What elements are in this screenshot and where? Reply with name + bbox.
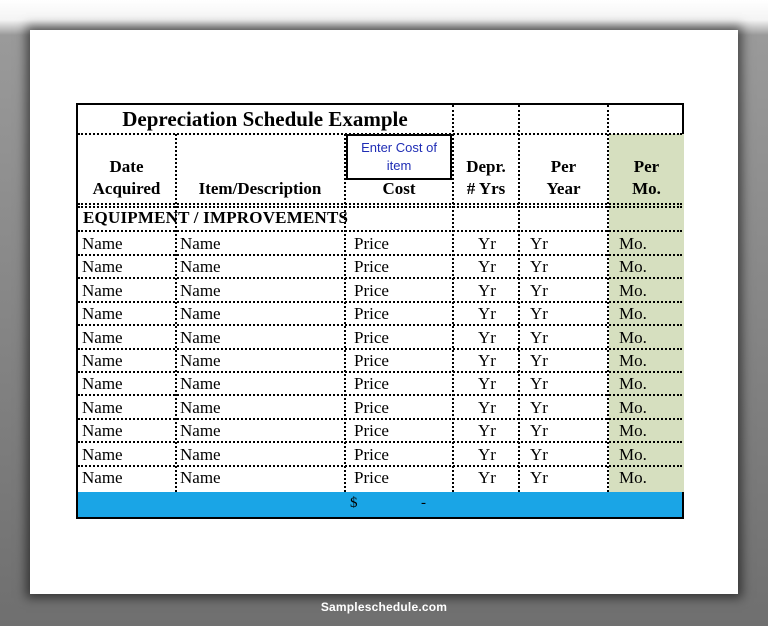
total-value: -	[421, 495, 426, 511]
cell-date: Name	[82, 374, 123, 394]
cell-date: Name	[82, 351, 123, 370]
cell-per-month: Mo.	[619, 468, 647, 487]
table-row	[78, 372, 682, 395]
cell-per-year: Yr	[530, 444, 548, 464]
cell-depr-years: Yr	[478, 421, 496, 441]
cell-cost: Price	[354, 374, 389, 394]
cell-item: Name	[180, 257, 221, 277]
cell-depr-years: Yr	[478, 280, 496, 300]
cell-cost: Price	[354, 468, 389, 487]
cell-per-month: Mo.	[619, 444, 647, 464]
cell-cost: Price	[354, 280, 389, 300]
cell-depr-years: Yr	[478, 257, 496, 277]
table-row	[78, 326, 682, 349]
cell-depr-years: Yr	[478, 374, 496, 394]
depreciation-table	[76, 103, 684, 519]
cell-item: Name	[180, 304, 221, 324]
cell-item: Name	[180, 444, 221, 464]
cell-cost: Price	[354, 351, 389, 370]
cell-date: Name	[82, 234, 123, 253]
cell-per-month: Mo.	[619, 397, 647, 417]
header-per-month-line1: Per	[633, 157, 660, 176]
cell-per-month: Mo.	[619, 327, 647, 347]
cell-depr-years: Yr	[478, 397, 496, 417]
cell-depr-years: Yr	[478, 468, 496, 487]
cell-item: Name	[180, 421, 221, 441]
cell-date: Name	[82, 468, 123, 487]
cell-per-month: Mo.	[619, 257, 647, 277]
total-currency: $	[350, 495, 358, 511]
header-depr-line1: Depr.	[466, 157, 506, 176]
table-row	[78, 466, 682, 489]
cell-per-year: Yr	[530, 351, 548, 370]
header-depr-line2: # Yrs	[466, 179, 506, 198]
table-row	[78, 396, 682, 419]
total-row	[78, 492, 682, 517]
table-row	[78, 302, 682, 325]
header-depr-years	[453, 156, 519, 200]
cell-per-year: Yr	[530, 304, 548, 324]
cell-date: Name	[82, 304, 123, 324]
cell-item: Name	[180, 374, 221, 394]
cell-per-month: Mo.	[619, 421, 647, 441]
cell-depr-years: Yr	[478, 351, 496, 370]
header-per-year-line1: Per	[550, 157, 577, 176]
cell-date: Name	[82, 327, 123, 347]
table-row	[78, 443, 682, 466]
section-label: EQUIPMENT / IMPROVEMENTS	[83, 208, 349, 227]
enter-cost-note: Enter Cost of item	[361, 140, 437, 173]
cell-date: Name	[82, 444, 123, 464]
cell-cost: Price	[354, 444, 389, 464]
table-row	[78, 279, 682, 302]
header-per-year-line2: Year	[546, 179, 581, 198]
header-per-month-line2: Mo.	[632, 179, 661, 198]
cell-item: Name	[180, 351, 221, 370]
cell-cost: Price	[354, 421, 389, 441]
cell-per-year: Yr	[530, 234, 548, 253]
cell-per-year: Yr	[530, 397, 548, 417]
cell-depr-years: Yr	[478, 304, 496, 324]
cell-per-year: Yr	[530, 421, 548, 441]
cell-item: Name	[180, 397, 221, 417]
cell-per-month: Mo.	[619, 304, 647, 324]
enter-cost-note-box	[346, 134, 452, 180]
table-row	[78, 349, 682, 372]
header-date	[78, 156, 175, 200]
cell-per-year: Yr	[530, 327, 548, 347]
cell-per-month: Mo.	[619, 374, 647, 394]
cell-date: Name	[82, 421, 123, 441]
cell-item: Name	[180, 327, 221, 347]
cell-per-month: Mo.	[619, 234, 647, 253]
cell-depr-years: Yr	[478, 327, 496, 347]
table-row	[78, 255, 682, 278]
watermark: Sampleschedule.com	[320, 600, 448, 614]
cell-cost: Price	[354, 234, 389, 253]
cell-cost: Price	[354, 304, 389, 324]
cell-depr-years: Yr	[478, 234, 496, 253]
cell-per-year: Yr	[530, 374, 548, 394]
header-date-line1: Date	[109, 157, 144, 176]
table-row	[78, 232, 682, 255]
cell-item: Name	[180, 234, 221, 253]
document-title: Depreciation Schedule Example	[122, 107, 408, 131]
cell-date: Name	[82, 257, 123, 277]
header-per-month	[609, 156, 684, 200]
cell-date: Name	[82, 397, 123, 417]
cell-date: Name	[82, 280, 123, 300]
row-divider	[78, 203, 682, 205]
cell-per-year: Yr	[530, 280, 548, 300]
cell-cost: Price	[354, 397, 389, 417]
cell-per-month: Mo.	[619, 280, 647, 300]
cell-depr-years: Yr	[478, 444, 496, 464]
header-date-line2: Acquired	[92, 179, 161, 198]
cell-item: Name	[180, 280, 221, 300]
cell-per-year: Yr	[530, 468, 548, 487]
cell-per-month: Mo.	[619, 351, 647, 370]
table-row	[78, 419, 682, 442]
header-cost: Cost	[382, 179, 416, 198]
cell-cost: Price	[354, 257, 389, 277]
cell-per-year: Yr	[530, 257, 548, 277]
cell-cost: Price	[354, 327, 389, 347]
header-per-year	[519, 156, 608, 200]
cell-item: Name	[180, 468, 221, 487]
header-item: Item/Description	[198, 179, 322, 198]
